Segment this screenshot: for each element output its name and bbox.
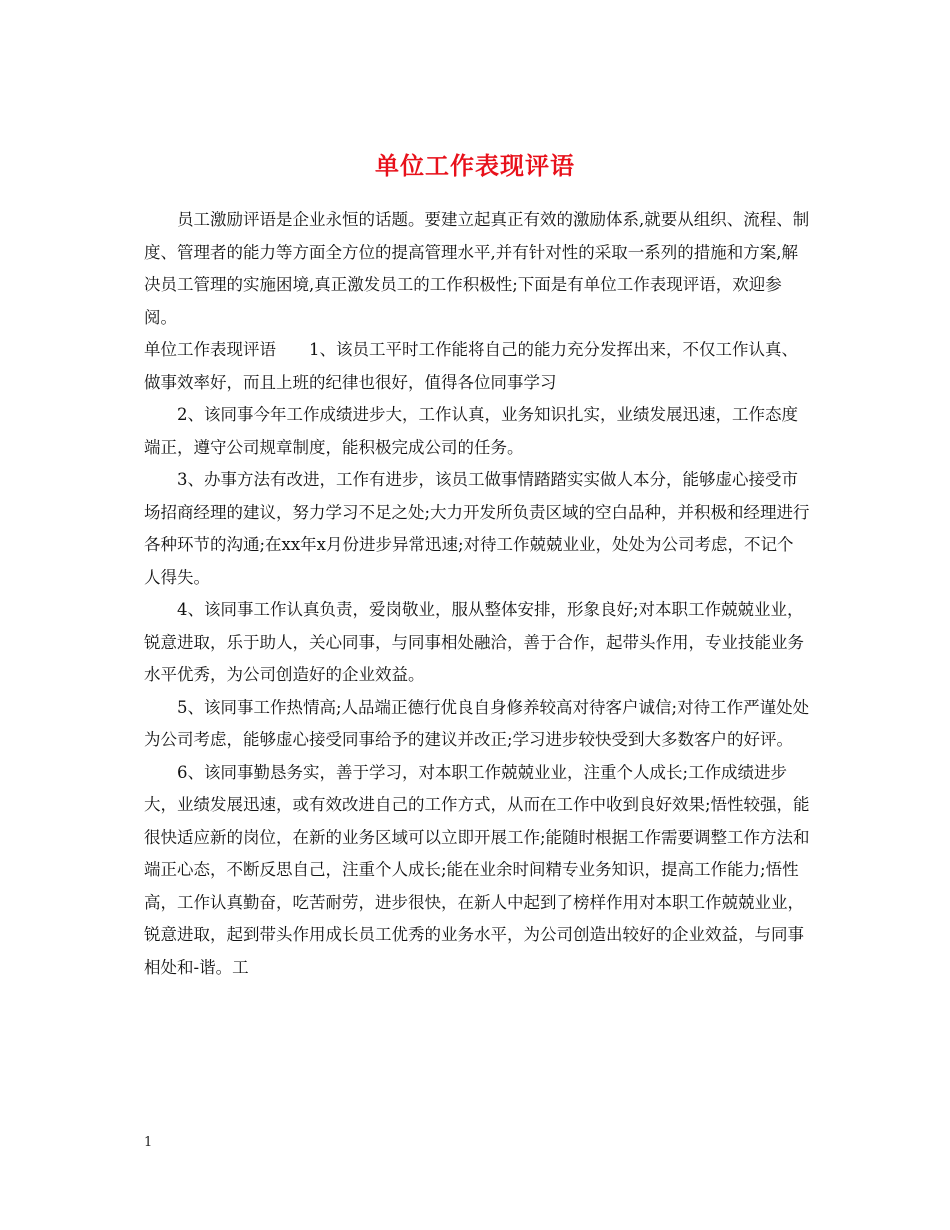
paragraph-3: 3、办事方法有改进，工作有进步，该员工做事情踏踏实实做人本分，能够虚心接受市场招商经理的建议，努力学习不足之处;大力开发所负责区域的空白品种，并积极和经理进行各种环节的沟通;在xx年x月份进步异常迅速;对待工作兢兢业业，处处为公司考虑，不记个人得失。 [144, 470, 810, 587]
paragraph-6: 6、该同事勤恳务实，善于学习，对本职工作兢兢业业，注重个人成长;工作成绩进步大，业绩发展迅速，或有效改进自己的工作方式，从而在工作中收到良好效果;悟性较强，能很快适应新的岗位，在新的业务区域可以立即开展工作;能随时根据工作需要调整工作方法和端正心态，不断反思自己，注重个人成长;能在业余时间精专业务知识，提高工作能力;悟性高，工作认真勤奋，吃苦耐劳，进步很快，在新人中起到了榜样作用对本职工作兢兢业业，锐意进取，起到带头作用成长员工优秀的业务水平，为公司创造出较好的企业效益，与同事相处和-谐。工 [144, 762, 810, 977]
paragraph-intro: 员工激励评语是企业永恒的话题。要建立起真正有效的激励体系,就要从组织、流程、制度、管理者的能力等方面全方位的提高管理水平,并有针对性的采取一系列的措施和方案,解决员工管理的实施困境,真正激发员工的工作积极性;下面是有单位工作表现评语，欢迎参阅。 [144, 210, 810, 327]
paragraph-1: 单位工作表现评语 1、该员工平时工作能将自己的能力充分发挥出来，不仅工作认真、做事效率好，而且上班的纪律也很好，值得各位同事学习 [144, 340, 798, 392]
page-title: 单位工作表现评语 [375, 151, 575, 181]
paragraph-2: 2、该同事今年工作成绩进步大，工作认真，业务知识扎实，业绩发展迅速，工作态度端正，遵守公司规章制度，能积极完成公司的任务。 [144, 405, 798, 457]
paragraph-4: 4、该同事工作认真负责，爱岗敬业，服从整体安排，形象良好;对本职工作兢兢业业，锐意进取，乐于助人，关心同事，与同事相处融洽，善于合作，起带头作用，专业技能业务水平优秀，为公司创造好的企业效益。 [144, 600, 804, 684]
page-number: 1 [144, 1135, 153, 1150]
document-body [144, 204, 810, 984]
paragraph-5: 5、该同事工作热情高;人品端正德行优良自身修养较高对待客户诚信;对待工作严谨处处为公司考虑，能够虚心接受同事给予的建议并改正;学习进步较快受到大多数客户的好评。 [144, 697, 810, 749]
